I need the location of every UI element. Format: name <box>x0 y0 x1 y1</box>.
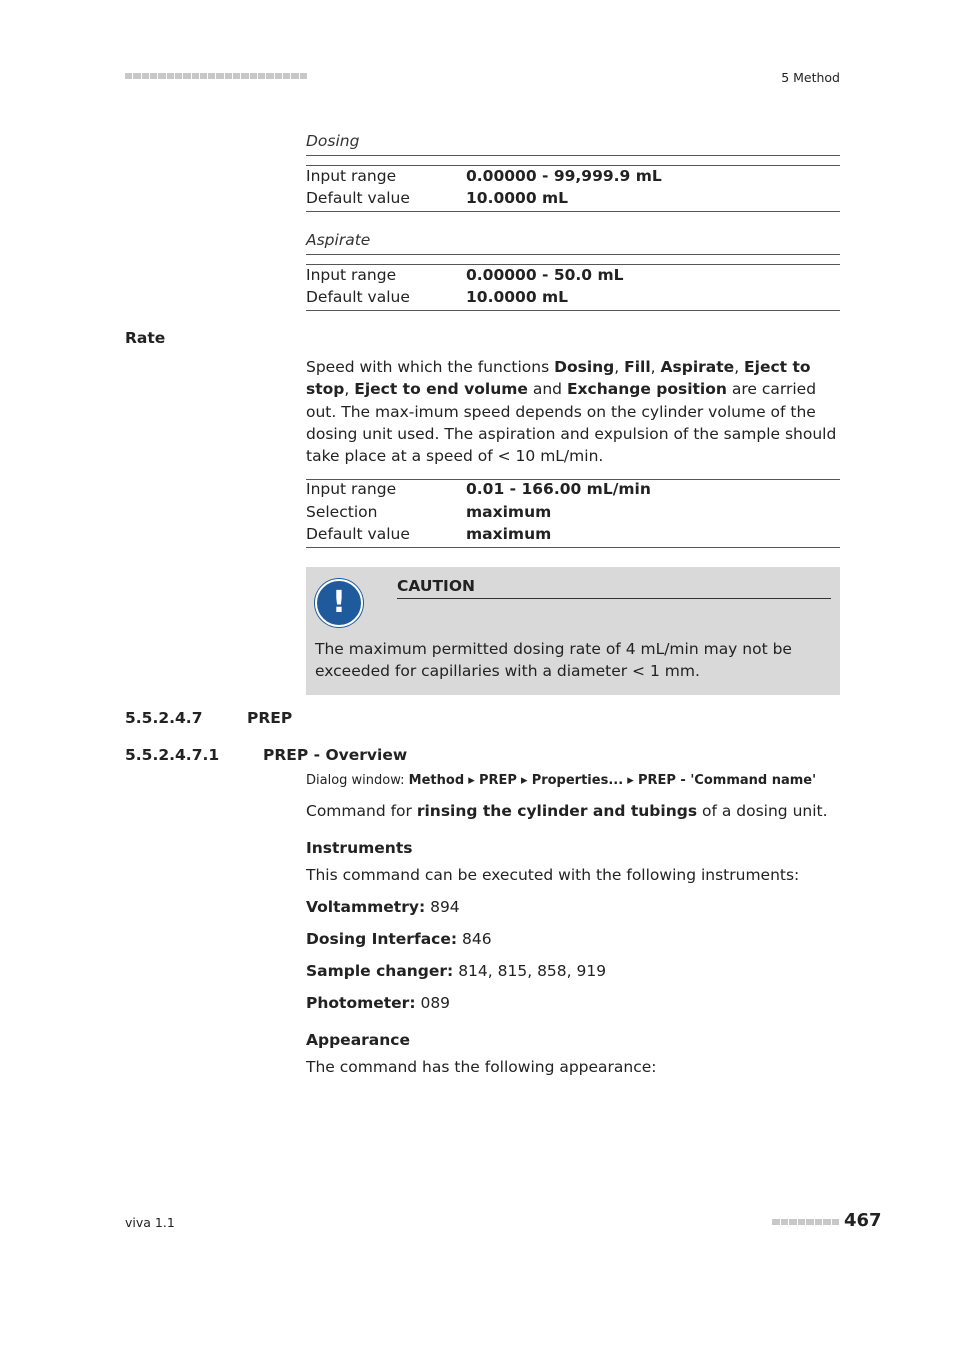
section-title: PREP <box>247 709 293 727</box>
table-row <box>306 501 840 523</box>
header-decoration <box>125 72 307 80</box>
row-key: Default value <box>306 288 410 306</box>
table-divider <box>306 155 840 156</box>
table-row <box>306 165 840 187</box>
table-divider <box>306 211 840 212</box>
rate-description: Speed with which the functions Dosing, Fill, Aspirate, Eject to stop, Eject to end volume and Exchange position are carried out. The max-imum speed depends on the cylinder volume of the dosing unit used. The aspiration and expulsion of the sample should take place at a speed of < 10 mL/min. <box>306 358 837 466</box>
rate-label: Rate <box>125 329 166 347</box>
appearance-text: The command has the following appearance: <box>306 1058 657 1076</box>
instrument-item: Photometer: 089 <box>306 994 451 1012</box>
table-row <box>306 478 840 500</box>
row-value: 0.00000 - 50.0 mL <box>466 266 624 284</box>
instruments-text: This command can be executed with the following instruments: <box>306 866 800 884</box>
table-divider <box>306 547 840 548</box>
instrument-item: Dosing Interface: 846 <box>306 930 492 948</box>
row-value: 0.00000 - 99,999.9 mL <box>466 167 662 185</box>
row-value: 0.01 - 166.00 mL/min <box>466 480 651 498</box>
table-row <box>306 286 840 308</box>
table-row <box>306 264 840 286</box>
chapter-header: 5 Method <box>781 70 840 85</box>
dosing-heading: Dosing <box>306 132 360 150</box>
caution-text: The maximum permitted dosing rate of 4 mL/min may not be exceeded for capillaries with a diameter < 1 mm. <box>315 640 792 681</box>
instruments-heading: Instruments <box>306 839 413 857</box>
instrument-item: Sample changer: 814, 815, 858, 919 <box>306 962 607 980</box>
table-row <box>306 523 840 545</box>
product-version: viva 1.1 <box>125 1215 175 1230</box>
subsection-title: PREP - Overview <box>263 746 408 764</box>
row-key: Default value <box>306 189 410 207</box>
caution-title: CAUTION <box>397 577 831 599</box>
section-number: 5.5.2.4.7 <box>125 709 203 727</box>
row-key: Default value <box>306 525 410 543</box>
row-value: 10.0000 mL <box>466 288 569 306</box>
subsection-number: 5.5.2.4.7.1 <box>125 746 220 764</box>
row-key: Input range <box>306 480 397 498</box>
dialog-path: Dialog window: Method ▸ PREP ▸ Properties... ▸ PREP - 'Command name' <box>306 773 817 788</box>
exclamation-icon: ! <box>315 579 363 627</box>
row-value: maximum <box>466 525 552 543</box>
instrument-item: Voltammetry: 894 <box>306 898 460 916</box>
row-value: maximum <box>466 503 552 521</box>
row-key: Input range <box>306 167 397 185</box>
row-key: Selection <box>306 503 378 521</box>
table-divider <box>306 310 840 311</box>
intro-text: Command for rinsing the cylinder and tubings of a dosing unit. <box>306 802 828 820</box>
table-row <box>306 187 840 209</box>
page-number: 467 <box>844 1210 882 1231</box>
appearance-heading: Appearance <box>306 1031 410 1049</box>
caution-box <box>306 567 840 695</box>
table-divider <box>306 254 840 255</box>
row-key: Input range <box>306 266 397 284</box>
aspirate-heading: Aspirate <box>306 231 371 249</box>
row-value: 10.0000 mL <box>466 189 569 207</box>
footer-decoration <box>772 1218 839 1226</box>
